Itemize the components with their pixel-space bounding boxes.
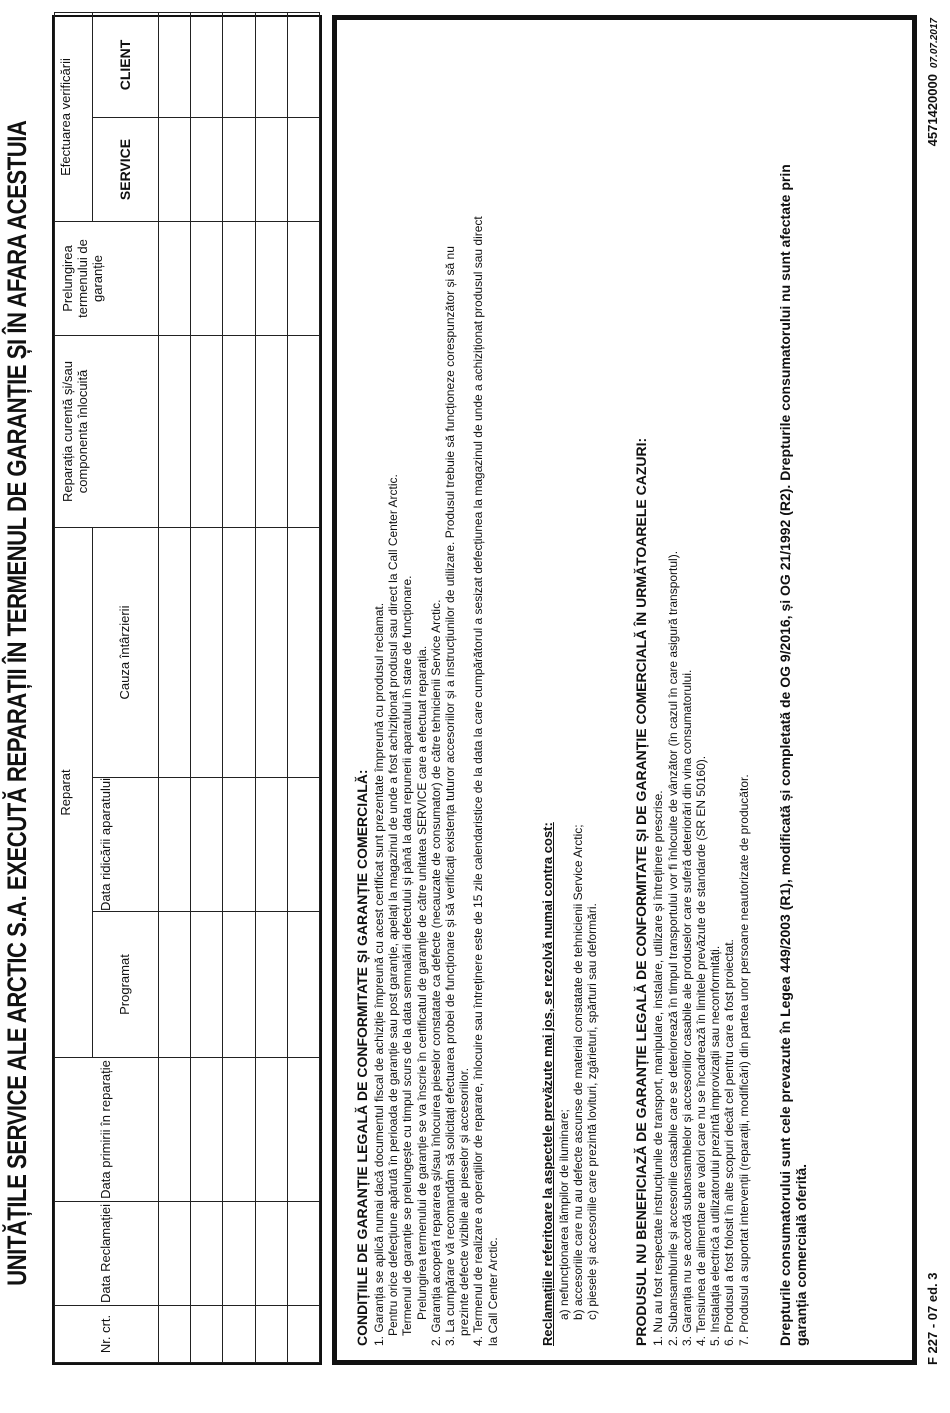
table-row [159,13,191,1363]
form-code: F 227 - 07 ed. 3 [925,1272,940,1365]
condition-1: 1. Garanția se aplică numai dacă documentul fiscal de achiziție împreună cu acest certificat sunt prezentate împreună cu produsul reclamat. [372,602,386,1346]
header-service: SERVICE [93,118,159,222]
exclusion-7: 7. Produsul a suportat intervenții (reparații, modificări) din partea unor persoane neautorizate de producător. [736,774,751,1346]
service-table [52,15,322,1365]
header-nr: Nr. crt. [55,1306,159,1363]
header-data-ridicarii: Data ridicării aparatului [93,778,159,912]
header-efectuarea: Efectuarea verificării [55,13,93,222]
exclusion-5: 5. Instalația electrică a utilizatorului prezintă improvizații sau neconformități. [708,945,723,1346]
header-data-reclamatiei: Data Reclamației [55,1202,159,1306]
header-reparatia: Reparația curentă și/sau componenta înlocuită [55,336,159,528]
exclusion-6: 6. Produsul a fost folosit în alte scopuri decât cel pentru care a fost proiectat. [722,939,737,1346]
exclusions-heading: PRODUSUL NU BENEFICIAZĂ DE GARANȚIE LEGALĂ DE CONFORMITATE ȘI DE GARANȚIE COMERCIALĂ ÎN URMĂTOARELE CAZURI: [633,437,650,1346]
exclusion-2: 2. Subansamblurile și accesoriile casabile care se deteriorează în timpul transportului vor fi înlocuite de vânzător (în cazul în care asigură transportul). [665,550,680,1346]
consumer-rights-line1: Drepturile consumatorului sunt cele prevazute în Legea 449/2003 (R1), modificată și completată de OG 9/2016, și OG 21/1992 (R2). Drepturile consumatorului nu sunt afectate prin [776,164,793,1346]
header-prelungirea: Prelungirea termenului de garanție [55,222,159,336]
table-row [287,13,319,1363]
condition-2: 2. Garanția acoperă repararea și/sau înlocuirea pieselor constatate ca defecte (necauzate de consumator) de către tehnicienii Service Arctic. [428,599,443,1346]
paid-claim-b: b) accesoriile care nu au defecte ascunse de material constatate de tehnicienii Service Arctic; [571,824,586,1320]
exclusion-3: 3. Garanția nu se acordă subansamblelor și accesoriilor casabile ale produselor care suferă deteriorări din vina consumatorului. [679,669,694,1346]
doc-date: 07.07.2017 [929,18,940,69]
condition-1b: Termenul de garanție se prelungește cu timpul scurs de la data semnalării defectului și până la data repunerii aparatului în stare de funcționare. [400,575,415,1336]
paid-claim-a: a) nefuncționarea lămpilor de iluminare; [556,1109,571,1320]
paid-claim-c: c) piesele și accesoriile care prezintă lovituri, zgârieturi, spărturi sau deformări. [585,903,600,1320]
conditions-box [332,15,917,1365]
header-programat: Programat [93,912,159,1058]
condition-4a: la Call Center Arctic. [485,1237,500,1346]
condition-4: 4. Termenul de realizare a operațiilor de reparare, înlocuire sau întreținere este de 15 zile calendaristice de la data la care cumpărătorul a sesizat defecțiunea la magazinul de unde a achiziționat produsul sau direct [471,216,486,1346]
consumer-rights-line2: garanția comercială oferită. [792,1163,809,1346]
header-reparat: Reparat [55,528,93,1058]
condition-3a: prezinte defecte vizibile ale pieselor și accesoriilor. [457,1067,472,1336]
table-row [191,13,223,1363]
table-row [255,13,287,1363]
page-title: UNITĂȚILE SERVICE ALE ARCTIC S.A. EXECUTĂ REPARAȚII ÎN TERMENUL DE GARANȚIE ȘI ÎN AFARA ACESTUIA [2,120,32,1286]
condition-3: 3. La cumpărare vă recomandăm să solicitați efectuarea probei de funcționare și să verificați existența tuturor accesoriilor și a instrucțiunilor de utilizare. Produsul trebuie să funcționeze corespunzător și să nu [443,246,458,1346]
condition-1c: Prelungirea termenului de garanție se va înscrie în certificatul de garanție de către unitatea SERVICE care a efectuat reparația. [414,645,429,1320]
condition-1a: Pentru orice defecțiune apărută în perioada de garanție sau post garanție, apelați la magazinul de unde a fost achiziționat produsul sau direct la Call Center Arctic. [386,474,401,1336]
doc-number: 4571420000 [925,74,940,147]
header-client: CLIENT [93,13,159,118]
conditions-heading: CONDIȚIILE DE GARANȚIE LEGALĂ DE CONFORMITATE ȘI GARANȚIE COMERCIALĂ: [354,769,370,1346]
exclusion-1: 1. Nu au fost respectate instrucțiunile de transport, manipulare, instalare, utilizare și întreținere prescrise. [651,790,666,1346]
header-data-primirii: Data primirii în reparație [55,1058,159,1202]
paid-claims-heading: Reclamațiile referitoare la aspectele prevăzute mai jos, se rezolvă numai contra cost: [539,822,555,1346]
document-id [925,18,940,146]
table-row [223,13,255,1363]
header-cauza: Cauza întârzierii [93,528,159,778]
exclusion-4: 4. Tensiunea de alimentare are valori care nu se încadrează în limitele prevăzute de standarde (SR EN 50160). [694,755,709,1346]
